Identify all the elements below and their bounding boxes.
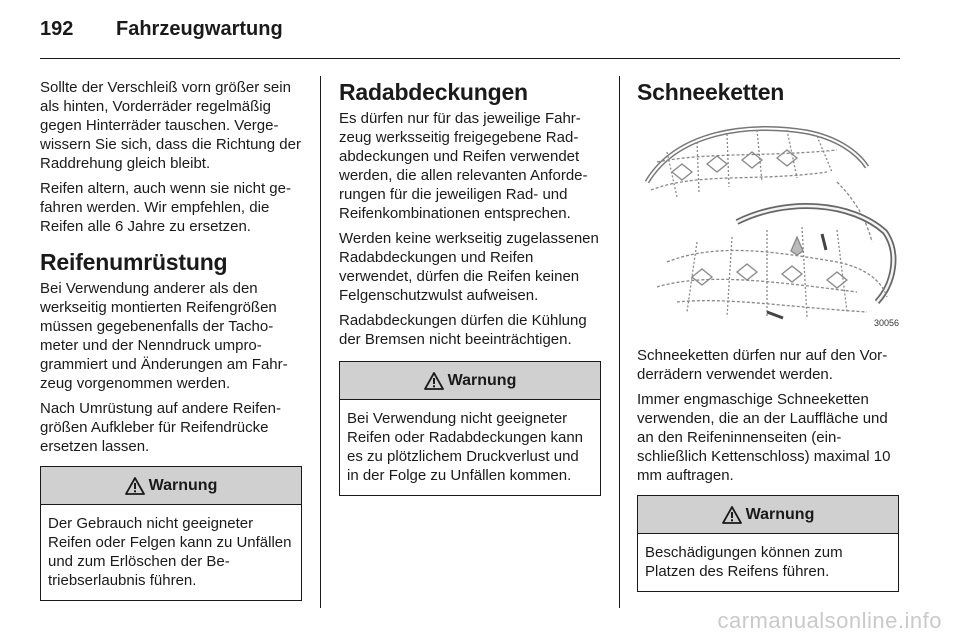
page-header [40, 18, 283, 48]
column-divider [320, 76, 321, 608]
heading-schneeketten: Schneeketten [637, 79, 785, 105]
warning-box [339, 361, 601, 496]
warning-triangle-icon [722, 506, 742, 524]
paragraph: Es dürfen nur für das jeweilige Fahrzeug werksseitig freigegebene Radabdeckungen und Reifen verwendet werden, die allen relevanten Anforderungen für die jeweiligen Rad- und Reifenkombinationen entsprechen. [339, 110, 588, 222]
warning-box [40, 466, 302, 601]
warning-triangle-icon [424, 372, 444, 390]
warning-text: Der Gebrauch nicht geeigneter Reifen oder Felgen kann zu Unfällen und zum Erlöschen der Betriebserlaubnis führen. [48, 515, 292, 589]
column-1 [40, 78, 304, 601]
header-rule [40, 58, 900, 59]
paragraph: Reifen altern, auch wenn sie nicht gefahren werden. Wir empfehlen, die Reifen alle 6 Jahre zu ersetzen. [40, 180, 291, 235]
page-number: 192 [40, 18, 74, 40]
column-3 [637, 78, 901, 592]
paragraph: Immer engmaschige Schneeketten verwenden, die an der Lauffläche und an den Reifeninnenseiten (einschließlich Kettenschloss) maximal 10 mm auftragen. [637, 391, 891, 484]
warning-title: Warnung [447, 371, 517, 389]
warning-title: Warnung [745, 505, 815, 523]
snow-chain-illustration [637, 112, 901, 332]
paragraph: Radabdeckungen dürfen die Kühlung der Bremsen nicht beeinträchtigen. [339, 312, 587, 348]
column-divider [619, 76, 620, 608]
warning-text: Beschädigungen können zum Platzen des Reifens führen. [645, 544, 843, 580]
paragraph: Werden keine werkseitig zugelassenen Radabdeckungen und Reifen verwendet, dürfen die Reifen keinen Felgenschutzwulst aufweisen. [339, 230, 599, 304]
warning-header [638, 496, 898, 534]
heading-reifenumruestung: Reifenumrüstung [40, 249, 228, 275]
paragraph: Schneeketten dürfen nur auf den Vorderrädern verwendet werden. [637, 347, 888, 383]
figure-code: 30056 [873, 318, 899, 328]
watermark: carmanualsonline.info [717, 608, 942, 633]
warning-header [340, 362, 600, 400]
paragraph: Nach Umrüstung auf andere Reifengrößen Aufkleber für Reifendrücke ersetzen lassen. [40, 400, 281, 455]
section-title: Fahrzeugwartung [116, 18, 283, 40]
warning-box [637, 495, 899, 592]
heading-radabdeckungen: Radabdeckungen [339, 79, 528, 105]
warning-text: Bei Verwendung nicht geeigneter Reifen oder Radabdeckungen kann es zu plötzlichem Druckverlust und in der Folge zu Unfällen kommen. [347, 410, 584, 484]
warning-header [41, 467, 301, 505]
paragraph: Sollte der Verschleiß vorn größer sein als hinten, Vorderräder regelmäßig gegen Hinterräder tauschen. Vergewissern Sie sich, dass die Richtung der Raddrehung gleich bleibt. [40, 79, 301, 172]
column-2 [339, 78, 603, 496]
paragraph: Bei Verwendung anderer als den werkseitig montierten Reifengrößen müssen gegebenenfalls der Tachometer und der Nenndruck umprogrammiert und Änderungen am Fahrzeug vorgenommen werden. [40, 280, 288, 392]
warning-title: Warnung [148, 476, 218, 494]
snow-chain-drawing [637, 112, 901, 332]
warning-triangle-icon [125, 477, 145, 495]
